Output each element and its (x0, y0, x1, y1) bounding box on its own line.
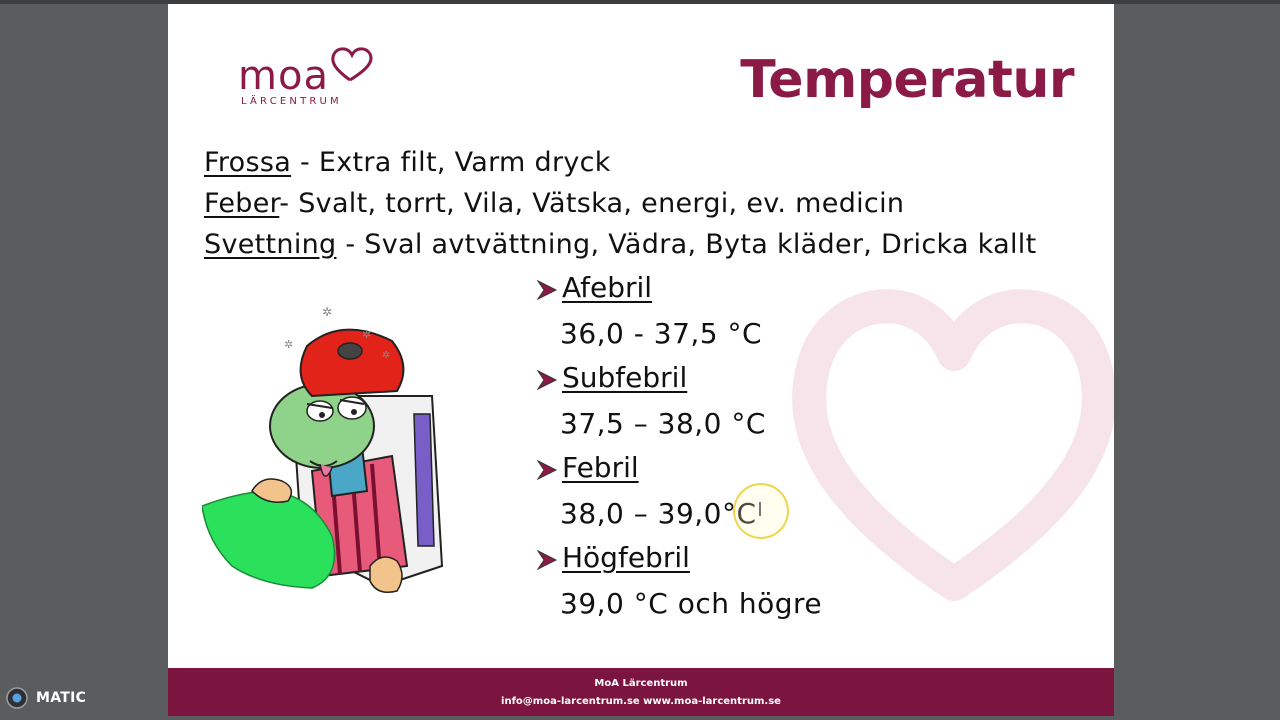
moa-logo (238, 44, 398, 116)
footer-contact: info@moa-larcentrum.se www.moa-larcentrum.se (501, 696, 781, 707)
record-icon[interactable] (6, 687, 28, 709)
cursor-highlight (733, 483, 789, 539)
instruction-text: - Sval avtvättning, Vädra, Byta kläder, Dricka kallt (336, 229, 1037, 260)
instruction-line-svettning (204, 224, 1084, 265)
instruction-term: Frossa (204, 147, 292, 178)
instruction-text: - Extra filt, Varm dryck (291, 147, 611, 178)
recorder-label: MATIC (36, 690, 87, 706)
range-value: 37,5 – 38,0 °C (560, 407, 766, 440)
range-value: 38,0 – 39,0°C (560, 497, 757, 530)
range-item-hogfebril (536, 538, 956, 628)
instruction-text: - Svalt, torrt, Vila, Vätska, energi, ev. medicin (279, 188, 905, 219)
instruction-term: Svettning (204, 229, 337, 260)
range-label: Afebril (562, 271, 653, 304)
range-label: Högfebril (562, 541, 690, 574)
care-instructions (204, 142, 1084, 265)
text-cursor-icon (759, 502, 761, 516)
temperature-ranges (536, 268, 956, 628)
arrow-bullet-icon (536, 279, 558, 301)
instruction-line-frossa (204, 142, 1084, 183)
range-label: Subfebril (562, 361, 688, 394)
svg-text:✲: ✲ (382, 350, 391, 361)
logo-tagline: LÄRCENTRUM (241, 96, 342, 107)
svg-text:✲: ✲ (284, 338, 294, 351)
svg-text:✲: ✲ (322, 305, 333, 319)
arrow-bullet-icon (536, 459, 558, 481)
recorder-badge[interactable] (6, 686, 86, 710)
range-value: 39,0 °C och högre (560, 587, 823, 620)
range-item-subfebril (536, 358, 956, 448)
range-value: 36,0 - 37,5 °C (560, 317, 763, 350)
svg-text:✲: ✲ (362, 328, 372, 341)
range-item-afebril (536, 268, 956, 358)
instruction-term: Feber (204, 188, 280, 219)
arrow-bullet-icon (536, 549, 558, 571)
presentation-slide (168, 4, 1114, 716)
range-label: Febril (562, 451, 639, 484)
instruction-line-feber (204, 183, 1084, 224)
logo-wordmark: moa (238, 53, 329, 99)
arrow-bullet-icon (536, 369, 558, 391)
slide-title: Temperatur (740, 50, 1074, 110)
sick-person-illustration (202, 296, 452, 606)
slide-footer (168, 668, 1114, 716)
footer-company: MoA Lärcentrum (594, 678, 688, 689)
